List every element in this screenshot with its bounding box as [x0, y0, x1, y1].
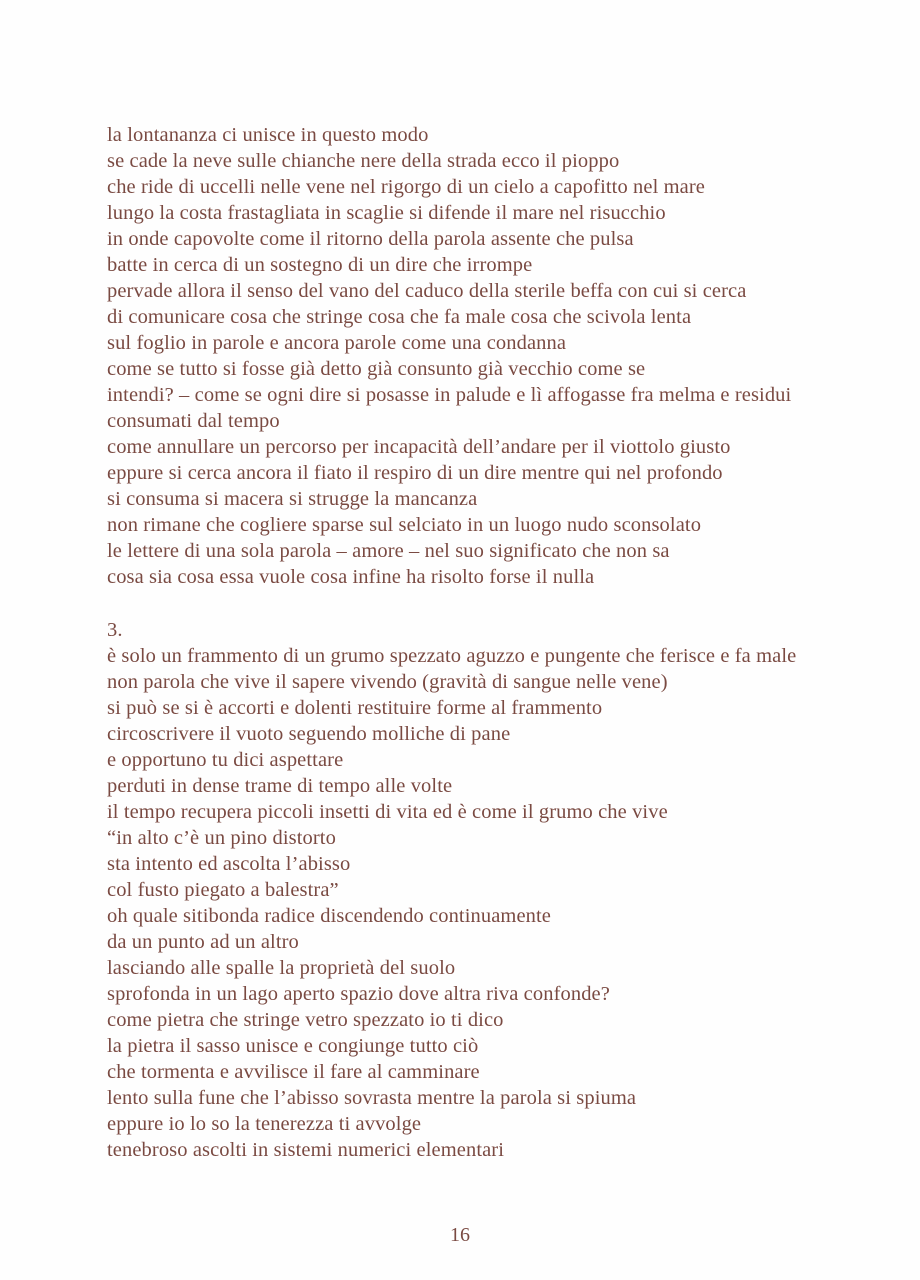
poem-line: che tormenta e avvilisce il fare al camminare [107, 1061, 480, 1083]
poem-line: non parola che vive il sapere vivendo (gravità di sangue nelle vene) [107, 671, 668, 693]
poem-line: consumati dal tempo [107, 410, 280, 432]
poem-line: pervade allora il senso del vano del caduco della sterile beffa con cui si cerca [107, 280, 747, 302]
poem-line: sprofonda in un lago aperto spazio dove altra riva confonde? [107, 983, 610, 1005]
poem-line: perduti in dense trame di tempo alle volte [107, 775, 453, 797]
poem-line: di comunicare cosa che stringe cosa che fa male cosa che scivola lenta [107, 306, 692, 328]
poem-line: che ride di uccelli nelle vene nel rigorgo di un cielo a capofitto nel mare [107, 176, 705, 198]
poem-line: eppure si cerca ancora il fiato il respiro di un dire mentre qui nel profondo [107, 462, 723, 484]
poem-line: oh quale sitibonda radice discendendo continuamente [107, 905, 551, 927]
poem-line: lento sulla fune che l’abisso sovrasta mentre la parola si spiuma [107, 1087, 637, 1109]
poem-line: tenebroso ascolti in sistemi numerici elementari [107, 1139, 505, 1161]
poem-line: non rimane che cogliere sparse sul selciato in un luogo nudo sconsolato [107, 514, 702, 536]
poem-line: se cade la neve sulle chianche nere della strada ecco il pioppo [107, 150, 620, 172]
poem-line: eppure io lo so la tenerezza ti avvolge [107, 1113, 422, 1135]
poem-line: come annullare un percorso per incapacità dell’andare per il viottolo giusto [107, 436, 731, 458]
poem-line: cosa sia cosa essa vuole cosa infine ha risolto forse il nulla [107, 566, 595, 588]
page-number: 16 [450, 1224, 470, 1246]
poem-line: da un punto ad un altro [107, 931, 299, 953]
poem-section-continued [107, 122, 897, 590]
poem-line: le lettere di una sola parola – amore – nel suo significato che non sa [107, 540, 670, 562]
poem-line: come pietra che stringe vetro spezzato io ti dico [107, 1009, 504, 1031]
poem-line: si può se si è accorti e dolenti restituire forme al frammento [107, 697, 603, 719]
poem-line: la lontananza ci unisce in questo modo [107, 124, 429, 146]
poem-line: in onde capovolte come il ritorno della parola assente che pulsa [107, 228, 634, 250]
poem-section-3 [107, 617, 897, 1163]
poem-line: il tempo recupera piccoli insetti di vita ed è come il grumo che vive [107, 801, 668, 823]
poem-line: come se tutto si fosse già detto già consunto già vecchio come se [107, 358, 646, 380]
poem-line: e opportuno tu dici aspettare [107, 749, 344, 771]
poem-line: si consuma si macera si strugge la mancanza [107, 488, 478, 510]
poem-line: circoscrivere il vuoto seguendo molliche di pane [107, 723, 511, 745]
poem-line: lungo la costa frastagliata in scaglie si difende il mare nel risucchio [107, 202, 666, 224]
poem-line: batte in cerca di un sostegno di un dire che irrompe [107, 254, 533, 276]
poem-line: 3. [107, 619, 123, 641]
poem-line: lasciando alle spalle la proprietà del suolo [107, 957, 456, 979]
poem-line: “in alto c’è un pino distorto [107, 827, 336, 849]
poem-line: intendi? – come se ogni dire si posasse in palude e lì affogasse fra melma e residui [107, 384, 792, 406]
poem-line: sul foglio in parole e ancora parole come una condanna [107, 332, 567, 354]
poem-line: sta intento ed ascolta l’abisso [107, 853, 351, 875]
poem-line: è solo un frammento di un grumo spezzato aguzzo e pungente che ferisce e fa male [107, 645, 797, 667]
poem-line: la pietra il sasso unisce e congiunge tutto ciò [107, 1035, 479, 1057]
poem-line: col fusto piegato a balestra” [107, 879, 339, 901]
